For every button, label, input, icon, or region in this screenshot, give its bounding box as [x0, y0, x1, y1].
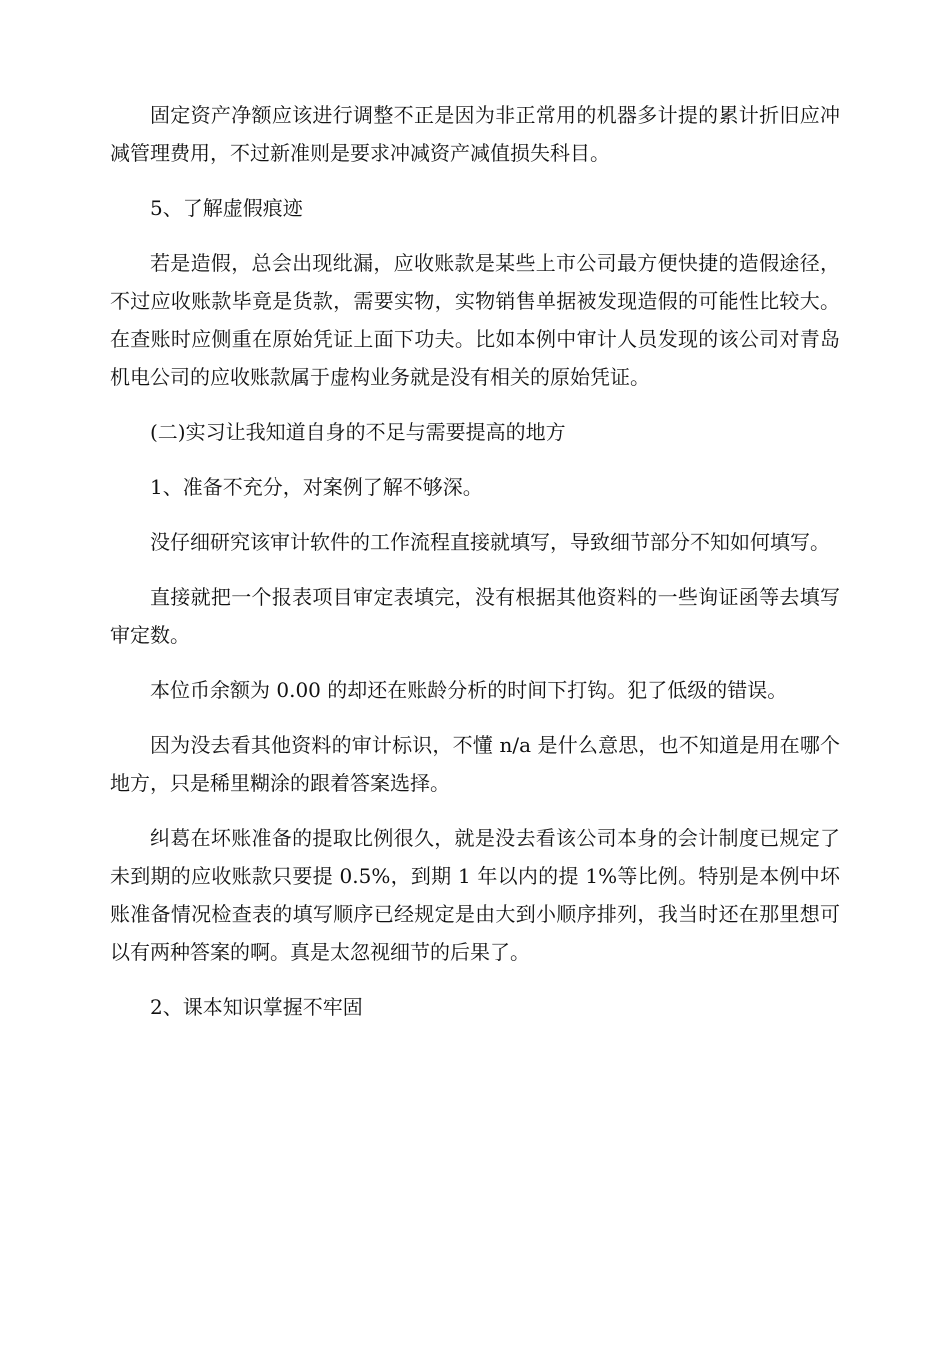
heading-understand-fake-traces: 5、了解虚假痕迹: [150, 196, 303, 220]
paragraph-bad-debt-provision: 纠葛在坏账准备的提取比例很久，就是没去看该公司本身的会计制度已规定了未到期的应收账款只要提 0.5%，到期 1 年以内的提 1%等比例。特别是本例中坏账准备情况检查表的填写顺序已经规定是由大到小顺序排列，我当时还在那里想可以有两种答案的啊。真是太忽视细节的后果了。: [110, 826, 840, 964]
heading-insufficient-preparation: 1、准备不充分，对案例了解不够深。: [150, 475, 483, 499]
paragraph-fraud-receivables: 若是造假，总会出现纰漏，应收账款是某些上市公司最方便快捷的造假途径，不过应收账款毕竟是货款，需要实物，实物销售单据被发现造假的可能性比较大。在查账时应侧重在原始凭证上面下功夫。比如本例中审计人员发现的该公司对青岛机电公司的应收账款属于虚构业务就是没有相关的原始凭证。: [110, 251, 840, 389]
paragraph-software-workflow: 没仔细研究该审计软件的工作流程直接就填写，导致细节部分不知如何填写。: [150, 530, 830, 554]
heading-textbook-knowledge: 2、课本知识掌握不牢固: [150, 995, 363, 1019]
paragraph-fixed-asset-adjustment: 固定资产净额应该进行调整不正是因为非正常用的机器多计提的累计折旧应冲减管理费用，不过新准则是要求冲减资产减值损失科目。: [110, 103, 840, 165]
paragraph-audit-table: 直接就把一个报表项目审定表填完，没有根据其他资料的一些询证函等去填写审定数。: [110, 585, 840, 647]
paragraph-aging-analysis-error: 本位币余额为 0.00 的却还在账龄分析的时间下打钩。犯了低级的错误。: [150, 678, 788, 702]
heading-internship-shortcomings: (二)实习让我知道自身的不足与需要提高的地方: [150, 420, 566, 444]
paragraph-audit-marks: 因为没去看其他资料的审计标识，不懂 n/a 是什么意思，也不知道是用在哪个地方，只是稀里糊涂的跟着答案选择。: [110, 733, 840, 795]
document-page: [110, 96, 840, 1043]
